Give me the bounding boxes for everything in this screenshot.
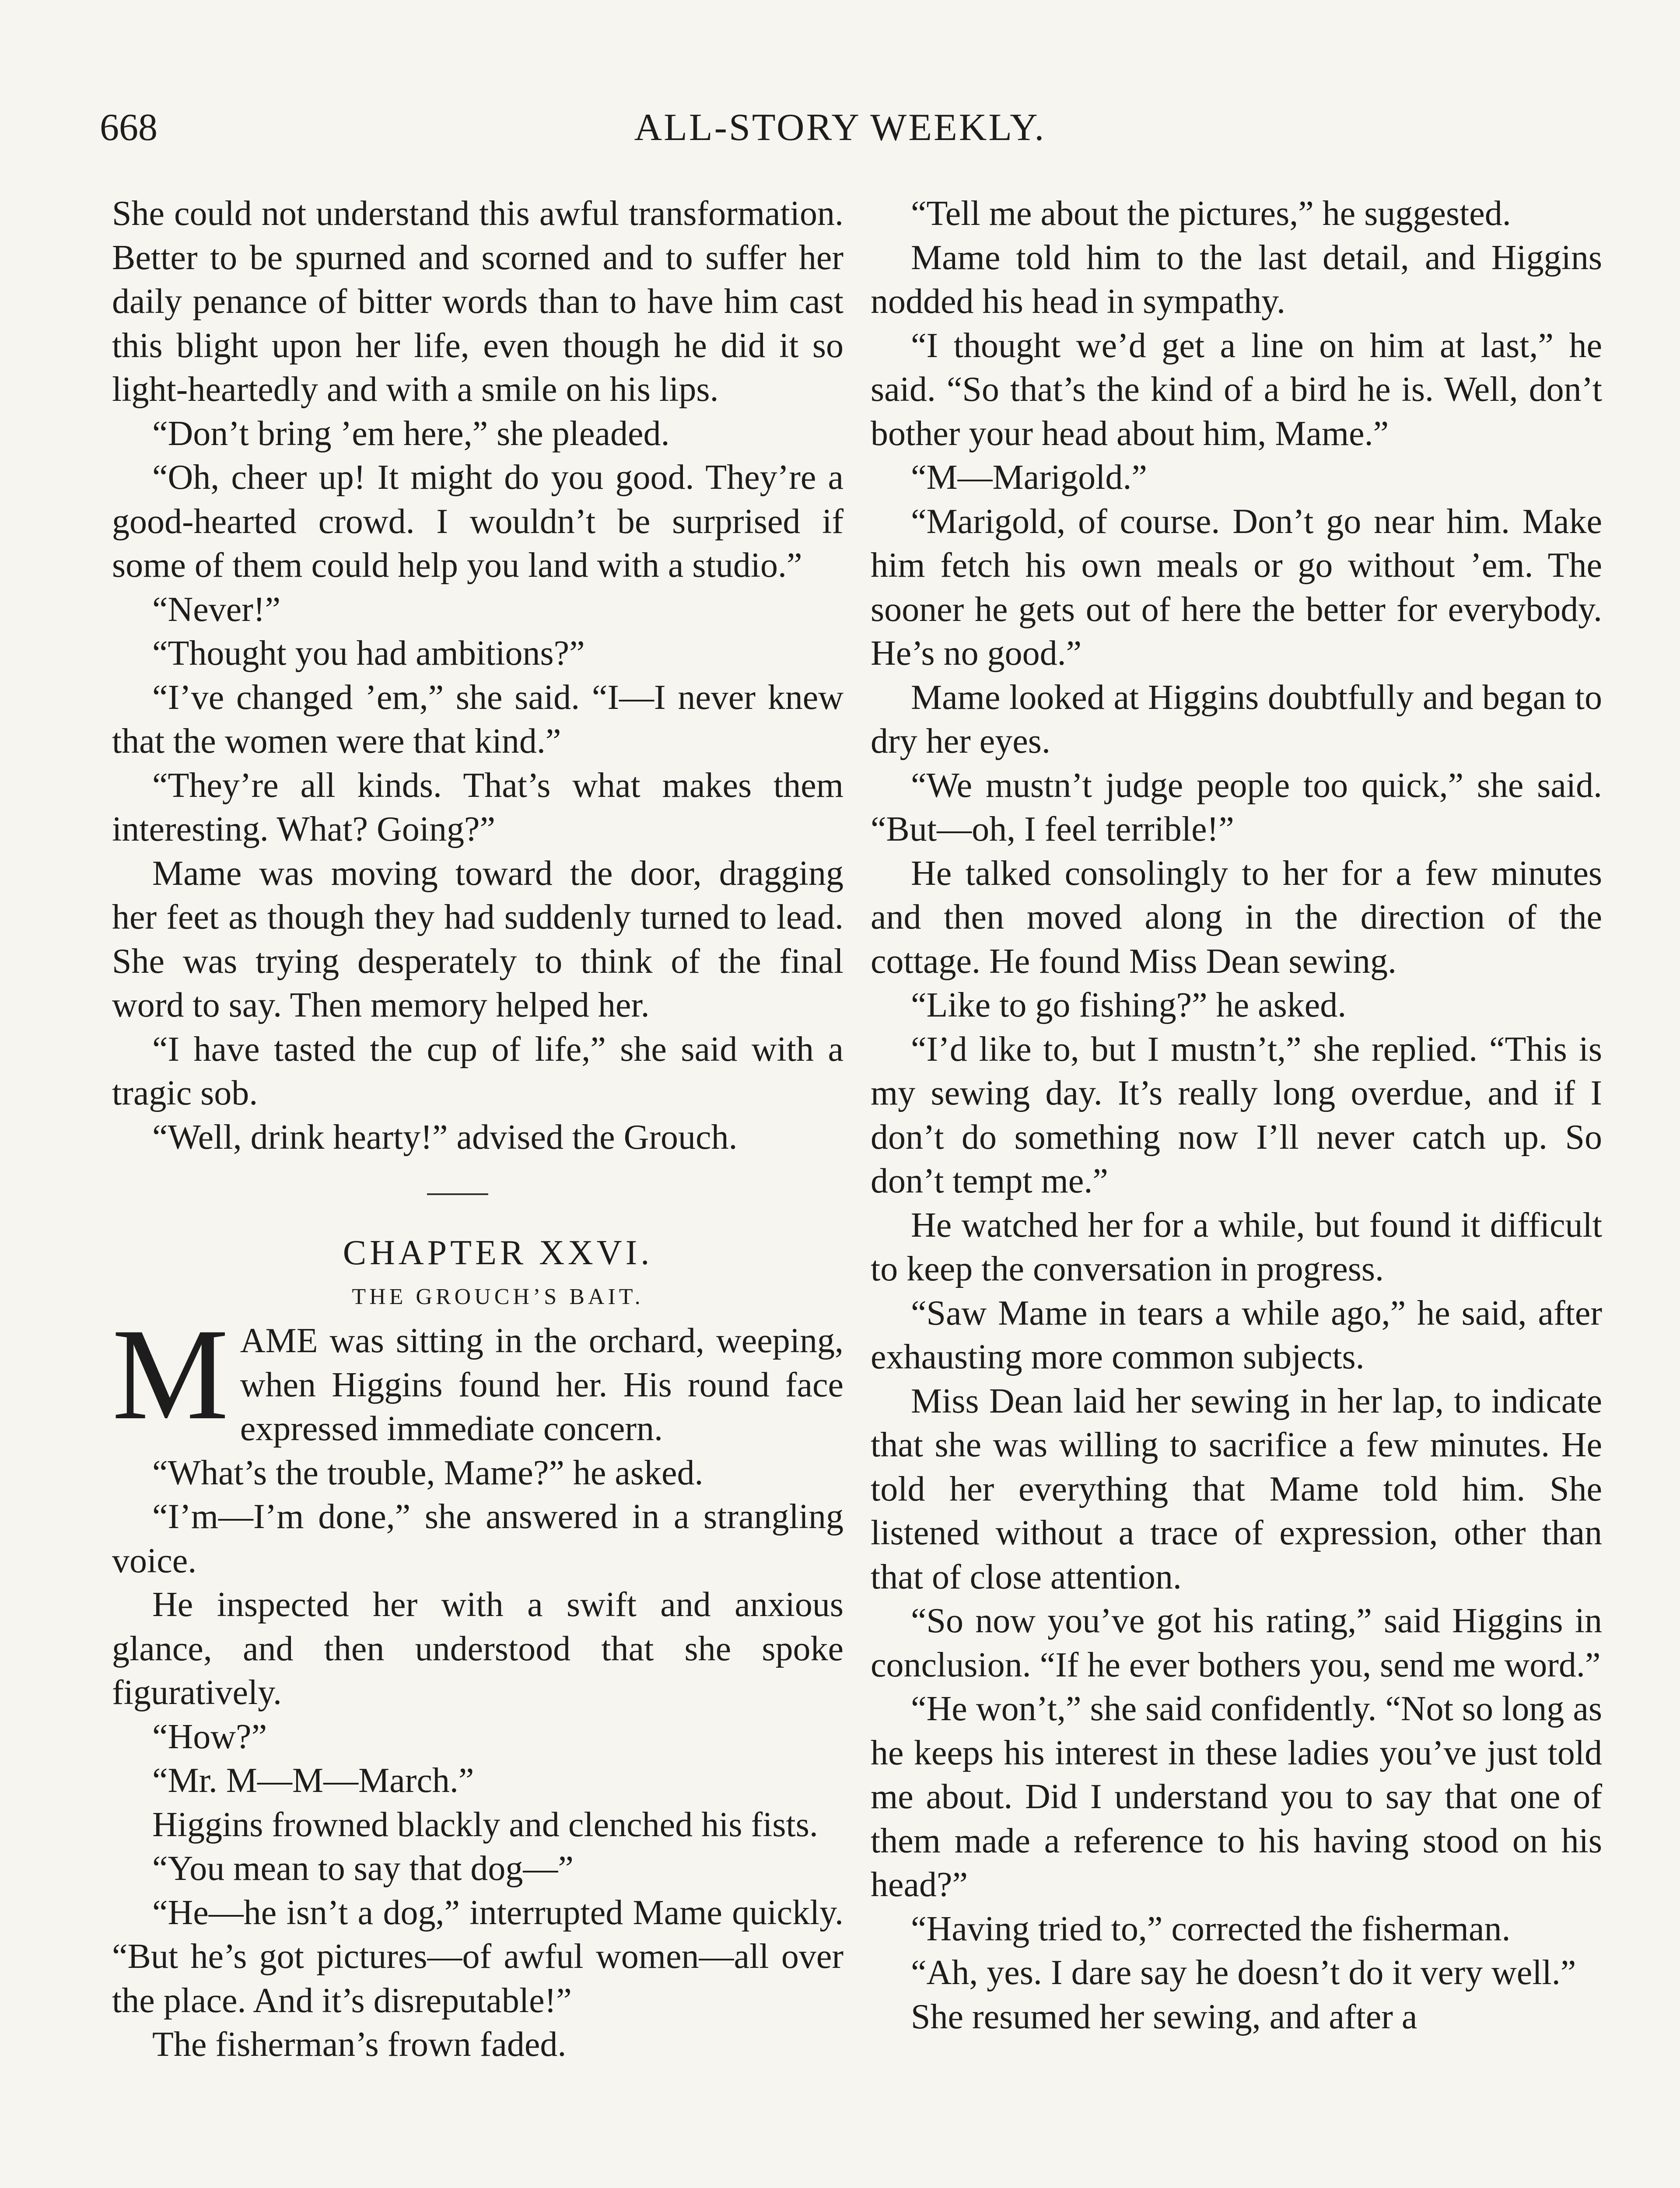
scene-break — [112, 1159, 844, 1231]
paragraph: “I’m—I’m done,” she answered in a strangling voice. — [112, 1497, 844, 1580]
paragraph: “So now you’ve got his rating,” said Higgins in conclusion. “If he ever bothers you, send me word.” — [871, 1602, 1602, 1684]
chapter-subtitle: THE GROUCH’S BAIT. — [352, 1284, 644, 1309]
paragraph: “He won’t,” she said confidently. “Not so long as he keeps his interest in these ladies you’ve just told me about. Did I understand you to say that one of them made a reference to his having stood on his head?” — [871, 1690, 1602, 1904]
paragraph: “Thought you had ambitions?” — [152, 634, 585, 673]
paragraph: Higgins frowned blackly and clenched his fists. — [152, 1805, 818, 1844]
paragraph: “Never!” — [152, 590, 281, 629]
paragraph: She resumed her sewing, and after a — [911, 1997, 1418, 2036]
paragraph: “They’re all kinds. That’s what makes them interesting. What? Going?” — [112, 766, 844, 849]
paragraph: “Mr. M—M—March.” — [152, 1761, 474, 1800]
paragraph: “Having tried to,” corrected the fisherman. — [911, 1909, 1511, 1948]
paragraph: “We mustn’t judge people too quick,” she said. “But—oh, I feel terrible!” — [871, 766, 1602, 849]
paragraph: Miss Dean laid her sewing in her lap, to indicate that she was willing to sacrifice a few minutes. He told her everything that Mame told him. She listened without a trace of expression, other than that of close attention. — [871, 1382, 1602, 1596]
scene-break-rule — [427, 1193, 488, 1195]
drop-cap: M — [112, 1301, 229, 1447]
paragraph: “Saw Mame in tears a while ago,” he said, after exhausting more common subjects. — [871, 1294, 1602, 1376]
running-head: ALL-STORY WEEKLY. — [634, 106, 1046, 149]
paragraph: “Well, drink hearty!” advised the Grouch. — [152, 1118, 738, 1157]
paragraph: “He—he isn’t a dog,” interrupted Mame quickly. “But he’s got pictures—of awful women—all over the place. And it’s disreputable!” — [112, 1893, 844, 2020]
paragraph: “I have tasted the cup of life,” she said with a tragic sob. — [112, 1030, 844, 1112]
paragraph: She could not understand this awful transformation. Better to be spurned and scorned and to suffer her daily penance of bitter words than to have him cast this blight upon her life, even though he did it so light-heartedly and with a smile on his lips. — [112, 194, 844, 409]
paragraph: “What’s the trouble, Mame?” he asked. — [152, 1453, 704, 1492]
paragraph: He talked consolingly to her for a few minutes and then moved along in the direction of the cottage. He found Miss Dean sewing. — [871, 854, 1602, 981]
paragraph: “Marigold, of course. Don’t go near him. Make him fetch his own meals or go without ’em. The sooner he gets out of here the better for everybody. He’s no good.” — [871, 502, 1602, 673]
chapter-opening-paragraph — [112, 1301, 844, 1451]
paragraph: “I’d like to, but I mustn’t,” she replied. “This is my sewing day. It’s really long overdue, and if I don’t do something now I’ll never catch up. So don’t tempt me.” — [871, 1030, 1602, 1200]
paragraph: “I thought we’d get a line on him at last,” he said. “So that’s the kind of a bird he is. Well, don’t bother your head about him, Mame.” — [871, 326, 1602, 453]
paragraph: “Like to go fishing?” he asked. — [911, 986, 1347, 1024]
paragraph: The fisherman’s frown faded. — [152, 2025, 567, 2064]
page-number: 668 — [100, 106, 158, 149]
paragraph: “Oh, cheer up! It might do you good. They’re a good-hearted crowd. I wouldn’t be surprised if some of them could help you land with a studio.” — [112, 458, 844, 585]
left-column — [112, 192, 844, 2067]
paragraph: “You mean to say that dog—” — [152, 1849, 574, 1888]
opening-text: AME was sitting in the orchard, weeping, when Higgins found her. His round face expressed immediate concern. — [240, 1322, 844, 1448]
paragraph: “How?” — [152, 1717, 267, 1756]
paragraph: “Don’t bring ’em here,” she pleaded. — [152, 414, 670, 453]
chapter-heading: CHAPTER XXVI. — [343, 1234, 653, 1272]
right-column — [871, 192, 1602, 2039]
paragraph: Mame looked at Higgins doubtfully and began to dry her eyes. — [871, 678, 1602, 761]
paragraph: Mame was moving toward the door, dragging her feet as though they had suddenly turned to lead. She was trying desperately to think of the final word to say. Then memory helped her. — [112, 854, 844, 1024]
paragraph: He inspected her with a swift and anxious glance, and then understood that she spoke figuratively. — [112, 1585, 844, 1712]
paragraph: “Ah, yes. I dare say he doesn’t do it very well.” — [911, 1953, 1576, 1992]
paragraph: Mame told him to the last detail, and Higgins nodded his head in sympathy. — [871, 238, 1602, 321]
paragraph: He watched her for a while, but found it difficult to keep the conversation in progress. — [871, 1206, 1602, 1288]
paragraph: “Tell me about the pictures,” he suggested. — [911, 194, 1511, 233]
page-header — [0, 102, 1680, 154]
paragraph: “I’ve changed ’em,” she said. “I—I never knew that the women were that kind.” — [112, 678, 844, 761]
paragraph: “M—Marigold.” — [911, 458, 1147, 497]
